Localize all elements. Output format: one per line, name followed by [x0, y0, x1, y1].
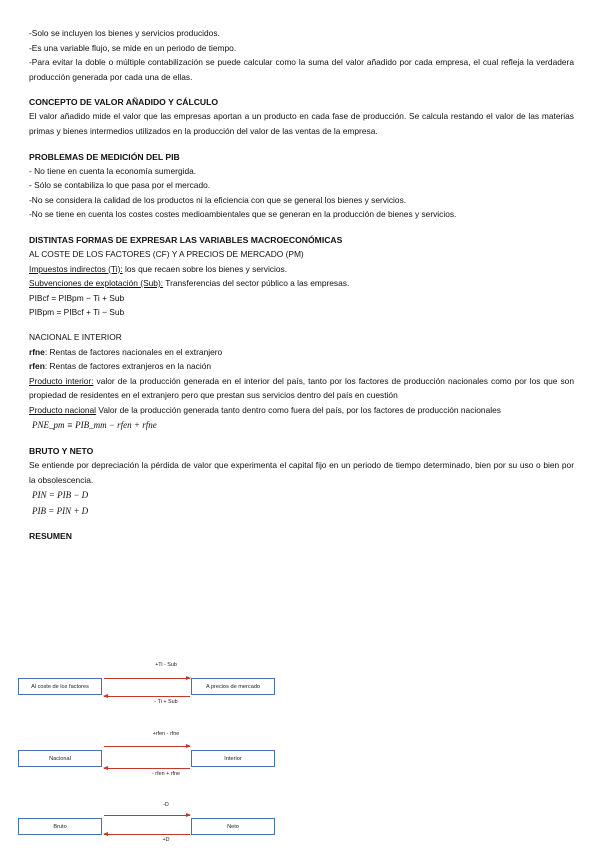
pn-term: Producto nacional [29, 404, 97, 415]
diagram-bruto-neto [18, 802, 578, 862]
diagram3-left-box: Bruto [18, 818, 102, 835]
formula-pin: PIN = PIB − D [32, 489, 89, 500]
diagram1-right-box: A precios de mercado [191, 678, 275, 695]
rfen-term: rfen [29, 361, 45, 372]
problemas-line-1: - No tiene en cuenta la economía sumergida. [29, 165, 197, 176]
sub-text: Transferencias del sector público a las empresas. [163, 278, 350, 289]
bruto-paragraph: Se entiende por depreciación la pérdida de valor que experimenta el capital fijo en un periodo de tiempo determinado, bien por su uso o bien por la obsolescencia. [29, 460, 574, 486]
intro-line-3: -Para evitar la doble o múltiple contabilización se puede calcular como la suma del valor añadido por cada empresa, el cual refleja la verdadera producción generada por cada una de ellas. [29, 57, 574, 82]
diagram-coste-mercado [18, 662, 578, 726]
diagram1-top-label: +Ti - Sub [155, 662, 177, 668]
diagram1-arrow-left [104, 696, 190, 697]
rfen-definition [29, 359, 574, 374]
producto-nacional-definition [29, 403, 574, 418]
document-page [29, 26, 574, 543]
diagram3-bottom-label: +D [162, 837, 170, 843]
diagram2-right-box: Interior [191, 750, 275, 767]
valor-heading: CONCEPTO DE VALOR AÑADIDO Y CÁLCULO [29, 97, 219, 108]
rfen-text: : Rentas de factores extranjeros en la nación [44, 361, 212, 372]
diagram2-bottom-label: - rfen + rfne [151, 771, 180, 777]
pn-text: Valor de la producción generada tanto dentro como fuera del país, por los factores de producción nacionales [96, 404, 501, 415]
sub-term: Subvenciones de explotación (Sub): [29, 278, 164, 289]
producto-interior-definition [29, 374, 574, 403]
ti-definition [29, 262, 574, 277]
diagram1-arrow-right [104, 678, 190, 679]
problemas-line-4: -No se tiene en cuenta los costes costes medioambientales que se generan en la producción de bienes y servicios. [29, 209, 457, 220]
bruto-heading: BRUTO Y NETO [29, 446, 94, 457]
pi-term: Producto interior: [29, 375, 94, 386]
sub-definition [29, 276, 574, 291]
rfne-term: rfne [29, 346, 45, 357]
diagram3-arrow-right [104, 815, 190, 816]
problemas-heading: PROBLEMAS DE MEDICIÓN DEL PIB [29, 151, 180, 162]
diagram2-arrow-right [104, 746, 190, 747]
resumen-heading: RESUMEN [29, 530, 72, 541]
formas-heading: DISTINTAS FORMAS DE EXPRESAR LAS VARIABLES MACROECONÓMICAS [29, 234, 343, 245]
formula-pib: PIB = PIN + D [32, 505, 89, 516]
diagram3-right-box: Neto [191, 818, 275, 835]
intro-line-2: -Es una variable flujo, se mide en un periodo de tiempo. [29, 42, 237, 53]
diagram2-top-label: +rfen - rfne [152, 731, 180, 737]
intro-line-1: -Solo se incluyen los bienes y servicios producidos. [29, 28, 220, 38]
formula-pibpm: PIBpm = PIBcf + Ti − Sub [29, 307, 125, 318]
diagram2-arrow-left [104, 768, 190, 769]
diagram1-bottom-label: - Ti + Sub [154, 699, 178, 705]
problemas-line-2: - Sólo se contabiliza lo que pasa por el mercado. [29, 180, 211, 191]
rfne-text: : Rentas de factores nacionales en el extranjero [44, 346, 223, 357]
pi-text: valor de la producción generada en el interior del país, tanto por los factores de producción nacionales como por los que son propiedad de residentes en el extranjero pero que prestan sus servicios dentro del país en cuestión [29, 375, 574, 401]
diagram1-left-box: Al coste de los factores [18, 678, 102, 695]
diagram2-left-box: Nacional [18, 750, 102, 767]
rfne-definition [29, 345, 574, 360]
ti-text: los que recaen sobre los bienes y servicios. [122, 263, 288, 274]
nacional-heading: NACIONAL E INTERIOR [29, 331, 122, 342]
formula-pne: PNE_pm ≡ PIB_mm − rfen + rfne [32, 420, 157, 431]
diagram3-arrow-left [104, 834, 190, 835]
ti-term: Impuestos indirectos (Ti): [29, 263, 123, 274]
diagram-nacional-interior [18, 731, 578, 795]
diagram3-top-label: -D [163, 802, 169, 808]
formas-subheading: AL COSTE DE LOS FACTORES (CF) Y A PRECIOS DE MERCADO (PM) [29, 248, 304, 259]
formula-pibcf: PIBcf = PIBpm − Ti + Sub [29, 292, 125, 303]
valor-paragraph: El valor añadido mide el valor que las empresas aportan a un producto en cada fase de producción. Se calcula restando el valor de las materias primas y bienes intermedios utilizados en la producción del valor de las ventas de la empresa. [29, 111, 574, 136]
problemas-line-3: -No se considera la calidad de los productos ni la eficiencia con que se general los bienes y servicios. [29, 194, 407, 205]
